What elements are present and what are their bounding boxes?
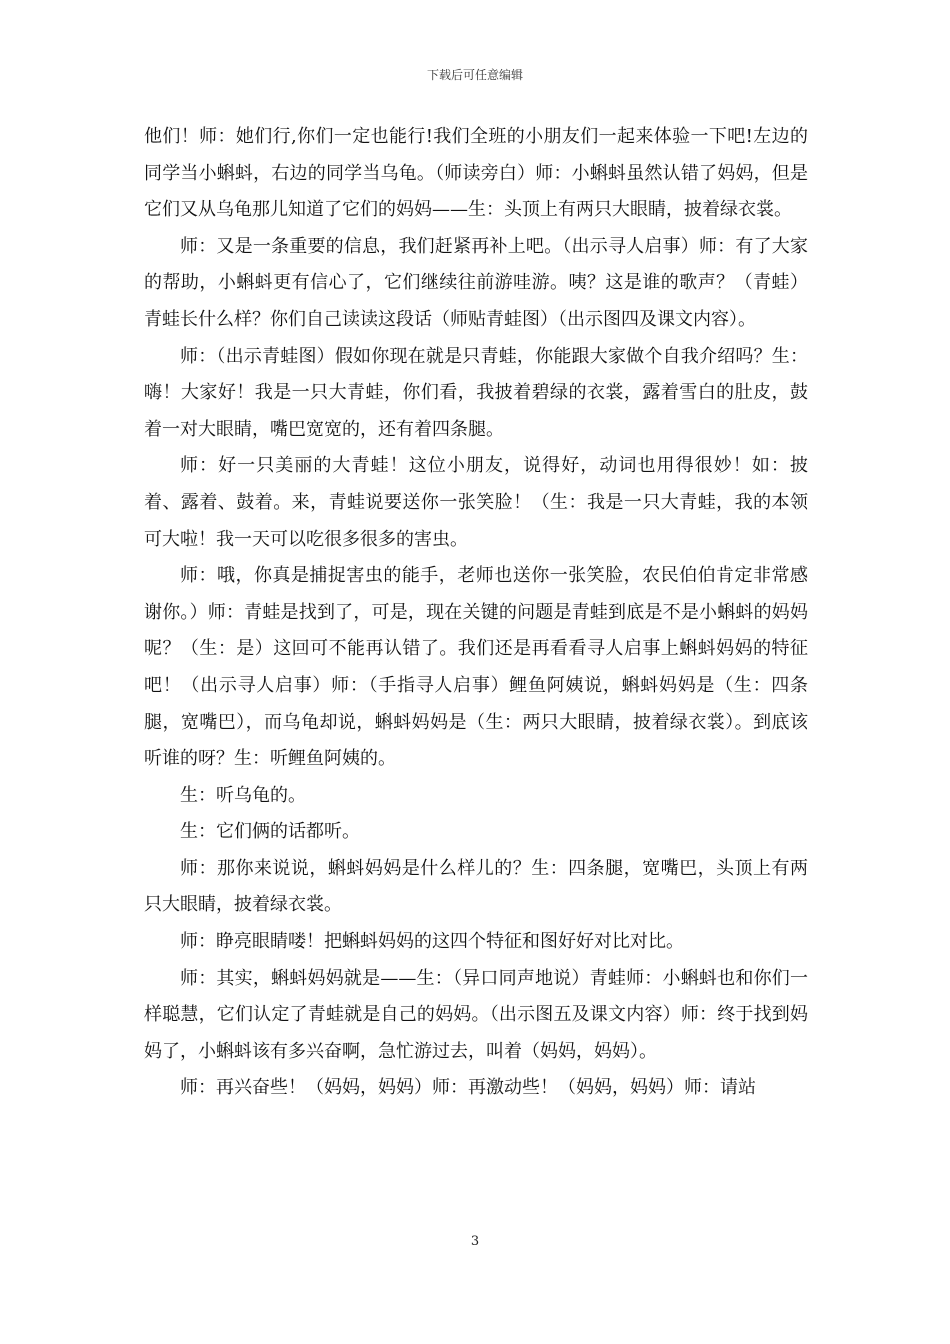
paragraph: 师：再兴奋些！（妈妈，妈妈）师：再激动些！（妈妈，妈妈）师：请站 bbox=[180, 1077, 756, 1099]
paragraph: 师：哦，你真是捕捉害虫的能手，老师也送你一张笑脸，农民伯伯肯定非常感谢你。）师：青蛙是找到了，可是，现在关键的问题是青蛙到底是不是小蝌蚪的妈妈呢？（生：是）这回可不能再认错了。我们还是再看看寻人启事上蝌蚪妈妈的特征吧！（出示寻人启事）师：（手指寻人启事）鲤鱼阿姨说，蝌蚪妈妈是（生：四条腿，宽嘴巴），而乌龟却说，蝌蚪妈妈是（生：两只大眼睛，披着绿衣裳）。到底该听谁的呀？生：听鲤鱼阿姨的。 bbox=[144, 565, 808, 770]
paragraph: 师：那你来说说，蝌蚪妈妈是什么样儿的？生：四条腿，宽嘴巴，头顶上有两只大眼睛，披着绿衣裳。 bbox=[144, 857, 808, 916]
paragraph: 他们！师：她们行,你们一定也能行!我们全班的小朋友们一起来体验一下吧!左边的同学当小蝌蚪，右边的同学当乌龟。（师读旁白）师：小蝌蚪虽然认错了妈妈，但是它们又从乌龟那儿知道了它们的妈妈——生：头顶上有两只大眼睛，披着绿衣裳。 bbox=[144, 126, 808, 221]
paragraph: 师：（出示青蛙图）假如你现在就是只青蛙，你能跟大家做个自我介绍吗？生：嗨！大家好！我是一只大青蛙，你们看，我披着碧绿的衣裳，露着雪白的肚皮，鼓着一对大眼睛，嘴巴宽宽的，还有着四条腿。 bbox=[144, 345, 808, 440]
paragraph: 师：好一只美丽的大青蛙！这位小朋友，说得好，动词也用得很妙！如：披着、露着、鼓着。来，青蛙说要送你一张笑脸！（生：我是一只大青蛙，我的本领可大啦！我一天可以吃很多很多的害虫。 bbox=[144, 455, 808, 550]
paragraph: 师：睁亮眼睛喽！把蝌蚪妈妈的这四个特征和图好好对比对比。 bbox=[180, 931, 684, 953]
paragraph: 师：其实，蝌蚪妈妈就是——生：（异口同声地说）青蛙师：小蝌蚪也和你们一样聪慧，它们认定了青蛙就是自己的妈妈。（出示图五及课文内容）师：终于找到妈妈了，小蝌蚪该有多兴奋啊，急忙游过去，叫着（妈妈，妈妈）。 bbox=[144, 967, 808, 1062]
body-text bbox=[144, 119, 808, 1107]
paragraph: 生：听乌龟的。 bbox=[180, 784, 306, 806]
paragraph: 师：又是一条重要的信息，我们赶紧再补上吧。（出示寻人启事）师：有了大家的帮助，小蝌蚪更有信心了，它们继续往前游哇游。咦？这是谁的歌声？（青蛙）青蛙长什么样？你们自己读读这段话（师贴青蛙图）（出示图四及课文内容）。 bbox=[144, 235, 808, 330]
paragraph: 生：它们俩的话都听。 bbox=[180, 821, 360, 843]
page-header: 下载后可任意编辑 bbox=[426, 68, 523, 82]
page-number: 3 bbox=[470, 1234, 480, 1249]
